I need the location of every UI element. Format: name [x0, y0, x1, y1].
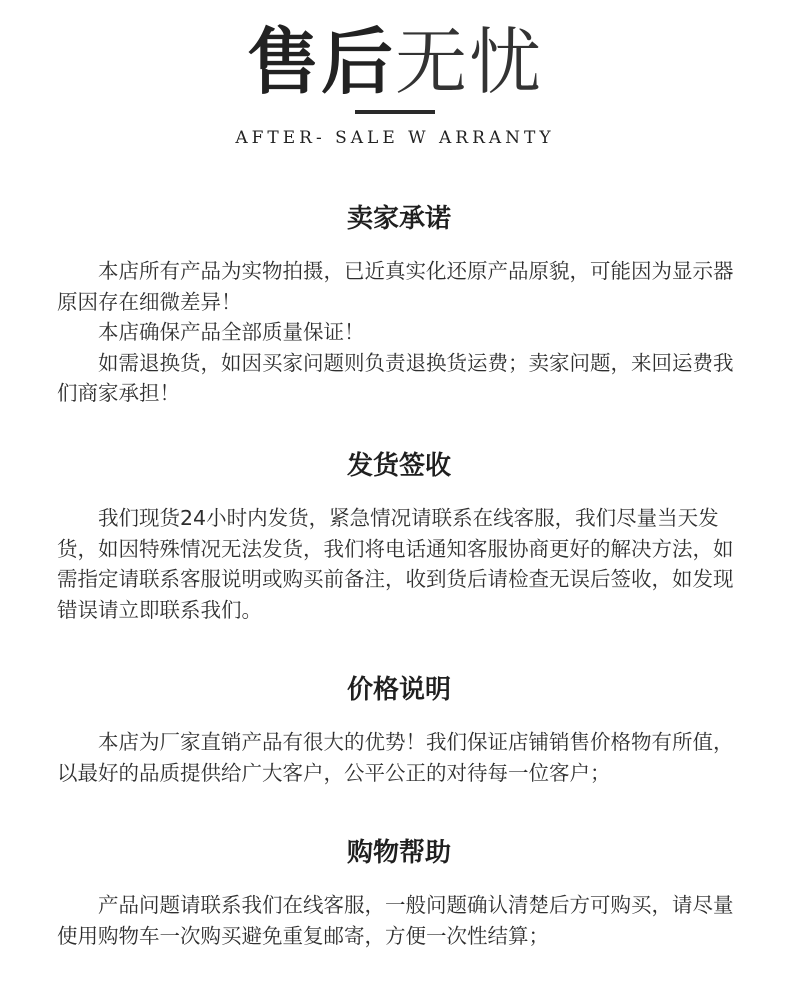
title-light: 无忧	[395, 20, 544, 104]
paragraph: 本店为厂家直销产品有很大的优势！我们保证店铺销售价格物有所值，以最好的品质提供给广大客户，公平公正的对待每一位客户；	[57, 730, 734, 785]
title-underline	[355, 110, 435, 114]
section-body	[57, 890, 741, 951]
section-heading: 价格说明	[346, 675, 451, 705]
paragraph: 本店确保产品全部质量保证！	[98, 320, 365, 344]
paragraph: 我们现货24小时内发货，紧急情况请联系在线客服，我们尽量当天发货，如因特殊情况无法发货，我们将电话通知客服协商更好的解决方法，如需指定请联系客服说明或购买前备注，收到货后请检查无误后签收，如发现错误请立即联系我们。	[57, 506, 734, 622]
section-body	[57, 503, 741, 625]
section-seller-promise	[57, 202, 741, 409]
section-heading: 卖家承诺	[346, 204, 451, 234]
page-title	[0, 22, 790, 102]
section-heading: 发货签收	[346, 451, 451, 481]
section-shopping-help	[57, 836, 741, 951]
title-bold: 售后	[246, 20, 395, 104]
paragraph: 本店所有产品为实物拍摄，已近真实化还原产品原貌，可能因为显示器原因存在细微差异！	[57, 259, 734, 314]
section-body	[57, 727, 741, 788]
section-body	[57, 256, 741, 409]
page-subtitle: AFTER- SALE W ARRANTY	[235, 128, 555, 148]
section-heading: 购物帮助	[346, 838, 451, 868]
paragraph: 产品问题请联系我们在线客服，一般问题确认清楚后方可购买，请尽量使用购物车一次购买避免重复邮寄，方便一次性结算；	[57, 893, 734, 948]
header	[0, 0, 790, 160]
paragraph: 如需退换货，如因买家问题则负责退换货运费；卖家问题，来回运费我们商家承担！	[57, 350, 734, 405]
section-shipping-receipt	[57, 449, 741, 625]
section-price-note	[57, 673, 741, 788]
